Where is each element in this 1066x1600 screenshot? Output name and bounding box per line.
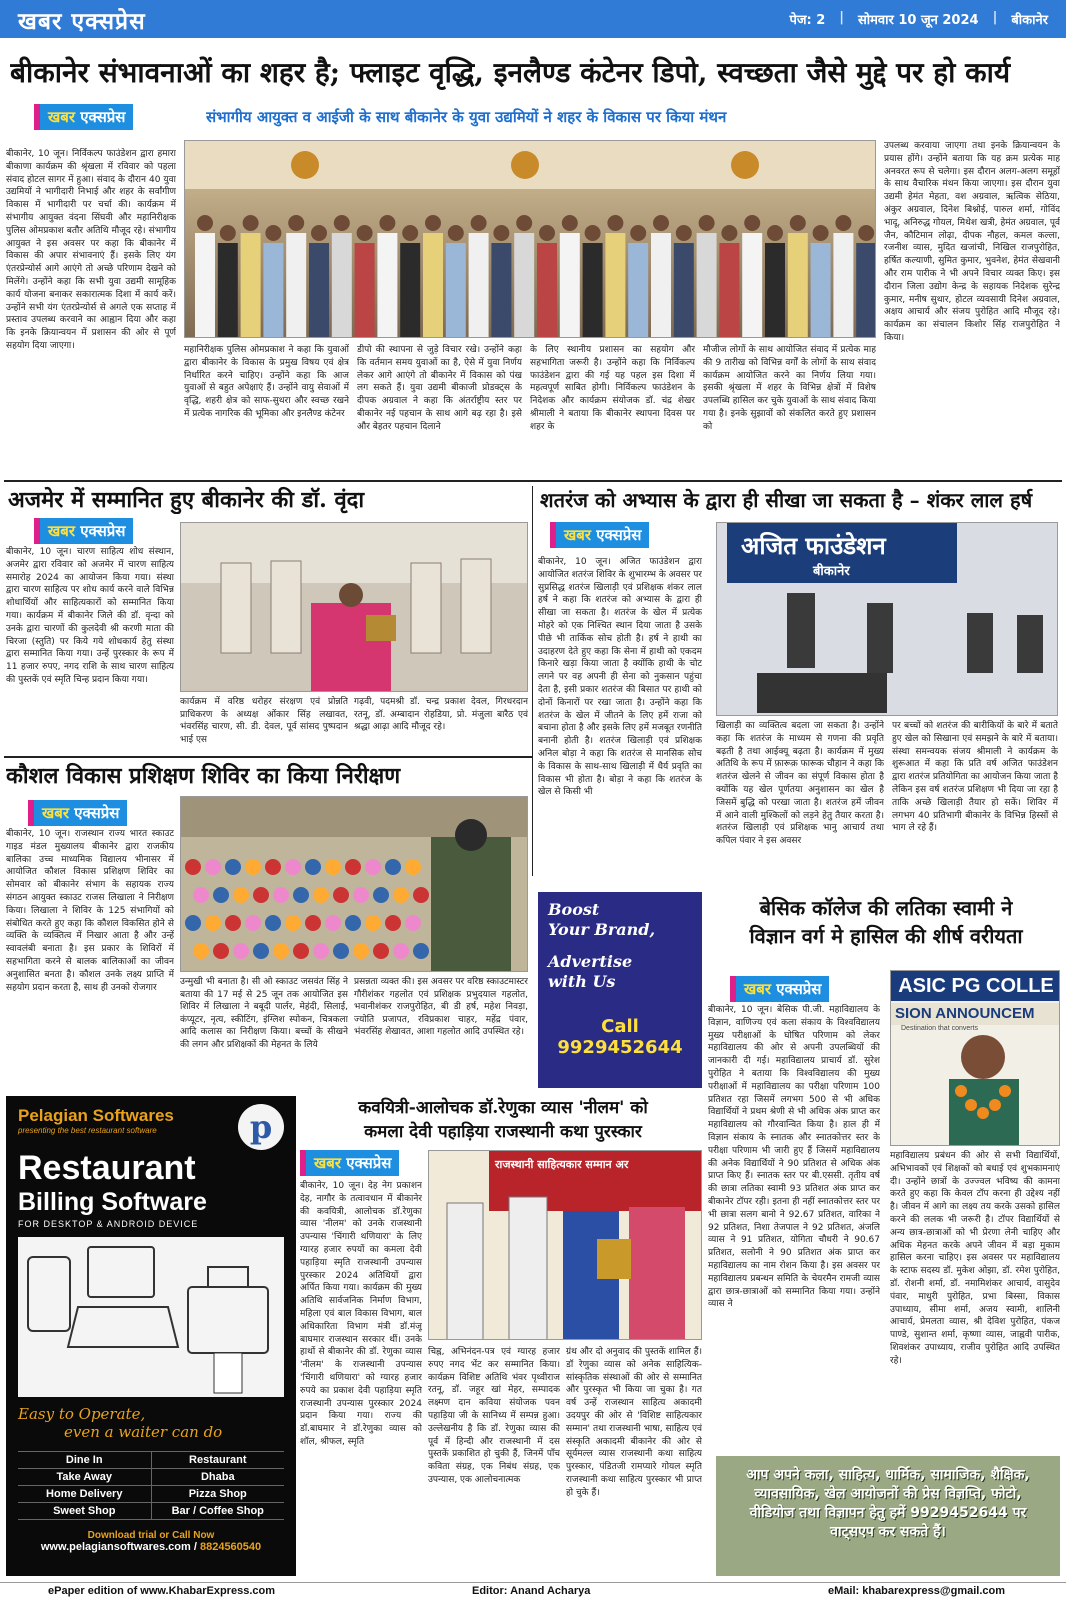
section-divider — [4, 756, 532, 758]
crowd-head — [721, 225, 737, 241]
section-divider — [4, 480, 1062, 482]
crowd-head — [448, 225, 464, 241]
story1-bottom-column-3: के लिए स्थानीय प्रशासन का सहयोग और सहभागिता जरूरी है। उन्होंने कहा कि निर्विकल्प फाउंडेशन द्वारा की गई यह पहल इस दिशा में महत्वपूर्ण साबित होगी। निर्विकल्प फाउंडेशन के निदेशक और कार्यक्रम संयोजक डॉ. चंद्र शेखर श्रीमाली ने बताया कि बीकानेर स्थापना दिवस पर शहर के — [530, 345, 695, 432]
story2-caption-1: कार्यक्रम में वरिष्ठ धरोहर संरक्षण एवं प्रोन्नति प्राधिकरण के अध्यक्ष ओंकार सिंह लखावत, भंवरसिंह चारण, सी. डी. देवल, पूर्व सांसद पुष्पदान भाई एस — [180, 697, 348, 745]
ad-phone-number[interactable]: 8824560540 — [199, 1541, 262, 1553]
crowd-head — [334, 215, 350, 231]
crowd-head — [630, 225, 646, 241]
press-release-ad: आप अपने कला, साहित्य, धार्मिक, सामाजिक, शैक्षिक, व्यावसायिक, खेल आयोजनों की प्रेस विज्ञप्ति, फोटो, वीडियोज तथा विज्ञापन हेतु हमें 9929452644 पर वाट्सएप कर सकते हैं। — [716, 1456, 1060, 1576]
ad-contact: www.pelagiansoftwares.com / 8824560540 — [40, 1541, 262, 1553]
chess-banner-sub: बीकानेर — [813, 564, 850, 579]
story3-headline: शतरंज को अभ्यास के द्वारा ही सीखा जा सकता है – शंकर लाल हर्ष — [540, 488, 1033, 512]
student-figure — [405, 859, 421, 875]
student-figure — [413, 887, 429, 903]
crowd-head — [288, 215, 304, 231]
student-figure — [245, 859, 261, 875]
crowd-head — [311, 225, 327, 241]
crowd-figure — [377, 233, 397, 338]
ad-feature-cell: Dhaba — [200, 1471, 235, 1483]
story1-source-badge: खबर एक्सप्रेस — [34, 104, 133, 130]
ad-feature-cell: Pizza Shop — [188, 1488, 247, 1500]
ad-platform: FOR DESKTOP & ANDROID DEVICE — [18, 1219, 199, 1229]
story1-headline: बीकानेर संभावनाओं का शहर है; फ्लाइट वृद्धि, इनलैण्ड कंटेनर डिपो, स्वच्छता जैसे मुद्दे पर हो कार्य — [10, 56, 1011, 89]
crowd-figure — [833, 233, 853, 338]
student-figure — [253, 887, 269, 903]
college-banner-sub: SION ANNOUNCEM — [895, 1005, 1035, 1022]
student-figure — [205, 859, 221, 875]
crowd-head — [493, 225, 509, 241]
story4-camp-photo — [180, 796, 528, 972]
student-figure — [393, 887, 409, 903]
student-figure — [385, 859, 401, 875]
student-figure — [273, 943, 289, 959]
ad-feature-row — [18, 1469, 284, 1486]
crowd-figure — [719, 243, 739, 338]
ad-feature-cell: Take Away — [18, 1469, 152, 1485]
crowd-head — [402, 225, 418, 241]
story4-headline: कौशल विकास प्रशिक्षण शिविर का किया निरीक्षण — [6, 763, 401, 789]
student-figure — [185, 915, 201, 931]
student-figure — [273, 887, 289, 903]
student-figure — [365, 915, 381, 931]
story3-chess-photo — [716, 522, 1058, 716]
story3-source-badge: खबर एक्सप्रेस — [550, 522, 649, 548]
ad-brand: Pelagian Softwares — [18, 1106, 174, 1125]
student-figure — [265, 915, 281, 931]
edition-city: बीकानेर — [1011, 13, 1048, 28]
student-figure — [385, 915, 401, 931]
crowd-figure — [469, 233, 489, 338]
crowd-head — [265, 225, 281, 241]
crowd-head — [835, 215, 851, 231]
ad-feature-row — [18, 1503, 284, 1520]
story3-column-1: बीकानेर, 10 जून। अजित फाउंडेशन द्वारा आयोजित शतरंज शिविर के शुभारम्भ के अवसर पर सुप्रसिद्ध शतरंज खिलाड़ी एवं प्रशिक्षक शंकर लाल हर्ष ने कहा कि शतरंज को अभ्यास के द्वारा ही सीखा जा सकता है। शतरंज के खेल में प्रत्येक मोहरे को एक निश्चित स्थान दिया जाता है उसके पीछे भी तार्किक सोच होती है। हर्ष ने हाथी का उदाहरण देते हुए कहा कि सेना में हाथी को एकदम किनारे खड़ा किया जाता है क्योंकि हाथी के चोट लगने पर वह अपनी ही सेना को नुकसान पहुंचा देता है, इसी प्रकार शतरंज की बिसात पर हाथी को दोनों किनारों पर रखा जाता है। उन्होंने कहा कि शतरंज के खेल में जीतने के लिए हमें राजा को बचाना होता है और इसके लिए हमें मजबूत रणनीति बनानी होती है। शतरंज खिलाड़ी एवं प्रशिक्षक अनिल बोड़ा ने कहा कि शतरंज से मानसिक सोच के विकास के साथ-साथ खिलाड़ी में धैर्य प्रवृति का विकास भी होता है। बोड़ा ने कहा कि शतरंज के खेल से किसी भी — [538, 557, 702, 798]
student-figure — [405, 915, 421, 931]
ad-line-3: Advertise — [548, 952, 633, 971]
ad-call-label: Call — [601, 1016, 639, 1037]
story5-headline-line-2: विज्ञान वर्ग मे हासिल की शीर्ष वरीयता — [749, 924, 1023, 948]
crowd-head — [676, 225, 692, 241]
student-figure — [373, 943, 389, 959]
footer-editor: Editor: Anand Acharya — [472, 1585, 591, 1597]
ad-feature-cell: Bar / Coffee Shop — [171, 1505, 264, 1517]
student-figure — [233, 943, 249, 959]
student-figure — [225, 915, 241, 931]
crowd-figure — [263, 243, 283, 338]
crowd-head — [539, 225, 555, 241]
crowd-figure — [218, 243, 238, 338]
story6-award-photo — [428, 1150, 702, 1340]
crowd-figure — [674, 243, 694, 338]
crowd-figure — [537, 243, 557, 338]
crowd-figure — [697, 233, 717, 338]
student-figure — [213, 887, 229, 903]
student-figure — [313, 887, 329, 903]
story1-group-photo — [184, 140, 876, 338]
crowd-figure — [491, 243, 511, 338]
story1-bottom-column-4: मौजीज लोगों के साथ आयोजित संवाद में प्रत्येक माह की 9 तारीख को विभिन्न वर्गों के लोगों के साथ संवाद कार्यक्रम आयोजित करने का निर्णय लिया गया। इसकी श्रृंखला में शहर के विभिन्न क्षेत्रों में विशेष उपलब्धि हासिल कर चुके युवाओं के साथ संवाद किया गया है। इनके सुझावों को संकलित करते हुए प्रशासन को — [703, 345, 876, 432]
masthead-logo: खबर एक्सप्रेस — [18, 9, 146, 35]
student-figure — [205, 915, 221, 931]
crowd-figure — [605, 233, 625, 338]
crowd-figure — [765, 243, 785, 338]
story6-column-1: बीकानेर, 10 जून। देह नेग प्रकाशन देह, नागौर के तत्वावधान में बीकानेर की कवयित्री, आलोचक डॉ.रेणुका व्यास 'नीलम' को उनके राजस्थानी उपन्यास 'चिंगारी थणियारा' के लिए ग्यारह हजार रुपयों का कमला देवी पहाड़िया स्मृति राजस्थानी उपन्यास पुरस्कार 2024 अतिथियों द्वारा अर्पित किया गया। कार्यक्रम की मुख्य अतिथि सार्वजनिक निर्माण विभाग, महिला एवं बाल विकास विभाग, बाल अधिकारिता विभाग मंत्री डॉ.मंजू बाघमार राजस्थान सरकार थीं। उनके हाथों से बीकानेर की डॉ. रेणुका व्यास 'नीलम' के राजस्थानी उपन्यास 'चिंगारी थणियारा' को ग्यारह हजार रुपये का प्रकाश देवी पहाड़िया स्मृति राजस्थानी उपन्यास पुरस्कार 2024 प्रदान किया गया। राज्य की डॉ.बाघमार ने डॉ.रेणुका व्यास को शॉल, श्रीफल, स्मृति — [300, 1181, 422, 1447]
student-figure — [285, 915, 301, 931]
story2-award-photo — [180, 522, 528, 692]
ad-feature-row — [18, 1452, 284, 1469]
masthead-meta: पेज: 2 | सोमवार 10 जून 2024 | बीकानेर — [789, 10, 1048, 28]
student-figure — [213, 943, 229, 959]
story1-subhead: संभागीय आयुक्त व आईजी के साथ बीकानेर के युवा उद्यमियों ने शहर के विकास पर किया मंथन — [206, 108, 727, 126]
story1-bottom-column-1: महानिरीक्षक पुलिस ओमप्रकाश ने कहा कि युवाओं द्वारा बीकानेर के विकास के प्रमुख विषय एवं क्षेत्र निर्धारित करने चाहिए। उन्होंने कहा कि आज युवाओं से बहुत अपेक्षाएं हैं। उन्होंने वायु सेवाओं में वृद्धि, शहरी क्षेत्र को साफ-सुथरा और स्वच्छ रखने में प्रत्येक नागरिक की भूमिका और इनलैण्ड कंटेनर — [184, 345, 349, 419]
crowd-head — [744, 215, 760, 231]
story1-right-column: उपलब्ध करवाया जाएगा तथा इनके क्रियान्वयन के प्रयास होंगे। उन्होंने बताया कि यह क्रम प्रत्येक माह अनवरत रूप से चलेगा। इस दौरान अलग-अलग समूहों के साथ वैचारिक मंथन किया जाएगा। इस दौरान युवा उद्यमी हेमंत मेहता, वश अग्रवाल, ऋत्विक सेठिया, अंकुर अग्रवाल, दिनेश बिश्नोई, पारुल शर्मा, गोविंद भादू, अनिरुद्ध गोयल, मिथेश खत्री, हेमंत अग्रवाल, पूर्व जैन, कौटिमान लोढ़ा, दीपक नौहल, कमल कल्ला, रजनीश व्यास, मुदित खजांची, निखिल राजपुरोहित, हर्षित कल्याणी, सुमित कुमार, भुवनेश, हेमंत सेखवानी और राम पारीक ने भी अपने विचार व्यक्त किए। इस दौरान जिला उद्योग केन्द्र के सहायक निदेशक सुरेन्द्र कुमार, मनीष सुथार, होटल व्यवसायी दिनेश अग्रवाल, अक्षय आचार्य और संजय पुरोहित आदि मौजूद रहे। कार्यक्रम का संचालन किशोर सिंह राजपुरोहित ने किया। — [884, 141, 1060, 343]
ad-line-1: Boost — [548, 900, 600, 919]
student-figure — [265, 859, 281, 875]
crowd-head — [653, 215, 669, 231]
page-number: पेज: 2 — [789, 13, 826, 28]
story6-source-badge: खबर एक्सप्रेस — [300, 1150, 399, 1176]
college-banner-tag: Destination that converts — [901, 1025, 979, 1032]
crowd-figure — [514, 233, 534, 338]
ad-line-2: Your Brand, — [548, 920, 656, 939]
crowd-figure — [628, 243, 648, 338]
student-figure — [253, 943, 269, 959]
story5-student-photo — [890, 970, 1060, 1146]
student-figure — [193, 887, 209, 903]
story3-column-3: पर बच्चों को शतरंज की बारीकियों के बारे में बताते हुए खेल को सिखाना एवं समझने के बारे में बताया। संस्था समन्वयक संजय श्रीमाली ने कार्यक्रम के शुरूआत में कहा कि प्रति वर्ष अजित फाउंडेशन द्वारा शतरंज प्रतियोगिता का आयोजन किया जाता है लेकिन इस वर्ष शतरंज प्रशिक्षण भी दिया जा रहा है ताकि अच्छे खिलाड़ी तैयार हो सकें। शिविर में लगभग 40 प्रतिभागी बीकानेर के विभिन्न हिस्सों से भाग ले रहे हैं। — [892, 721, 1058, 834]
crowd-head — [767, 225, 783, 241]
story6-headline-line-2: कमला देवी पहाड़िया राजस्थानी कथा पुरस्कार — [364, 1122, 642, 1142]
student-figure — [365, 859, 381, 875]
crowd-head — [790, 215, 806, 231]
student-figure — [413, 943, 429, 959]
story6-headline-line-1: कवयित्री-आलोचक डॉ.रेणुका व्यास 'नीलम' को — [358, 1098, 648, 1118]
student-figure — [353, 887, 369, 903]
footer-email[interactable]: eMail: khabarexpress@gmail.com — [828, 1585, 1006, 1597]
ad-download: Download trial or Call Now — [87, 1530, 215, 1541]
story2-caption-2: गढ़वी, पदमश्री डॉ. चन्द्र प्रकाश देवल, गिरधरदान रतनू, डॉ. अम्बादान रोहडिया, प्रो. मंजुला बारैठ एवं श्रद्धा आढ़ा आदि मौजूद रहे। — [354, 697, 528, 732]
story3-column-2: खिलाड़ी का व्यक्तित्व बदला जा सकता है। उन्होंने कहा कि शतरंज के माध्यम से गणना की प्रवृति बढ़ती है तथा आईक्यू बढ़ता है। कार्यक्रम में मुख्य अतिथि के रूप में फ़ारूक़ फारूक चौहान ने कहा कि शतरंज खेलने से जीवन का संपूर्ण विकास होता है क्योंकि यह खेल पूर्णतया अनुशासन का खेल है जिसमें बुद्धि को परखा जाता है। शतरंज हमें जीवन में आने वाली मुश्किलों को लड़ने हेतु तैयार करता है। शतरंज खिलाड़ी एवं प्रशिक्षक भानु आचार्य तथा कपिल पंवार ने इस अवसर — [716, 721, 884, 847]
crowd-head — [197, 215, 213, 231]
crowd-head — [585, 225, 601, 241]
story5-column-2: महाविद्यालय प्रबंधन की ओर से सभी विद्यार्थियों, अभिभावकों एवं शिक्षकों को बधाई एवं शुभकामनाएं दी। उन्होंने छात्रों के उज्ज्वल भविष्य की कामना करते हुए कहा कि केवल टॉप करना ही उद्देश्य नहीं है। जीवन में आगे का लक्ष्य तय करके उसको हासिल करने की ललक भी जरूरी है। टॉपर विद्यार्थियों से अन्य छात्र-छात्राओं को भी प्रेरणा लेनी चाहिए और अधिक मेहनत करके अपने जीवन में बड़ा मुकाम हासिल करना चाहिए। इस अवसर पर महाविद्यालय के स्टाफ सदस्य डॉ. मुकेश ओझा, डॉ. रमेश पुरोहित, डॉ. रोशनी शर्मा, डॉ. नमामिशंकर आचार्य, वासुदेव पंवार, माधुरी पुरोहित, प्रभा बिस्सा, विकास उपाध्याय, सीमा शर्मा, अजय स्वामी, शालिनी आचार्य, प्रेमलता व्यास, श्री देविश पुरोहित, पंकज पाण्डे, सुशान्त शर्मा, कृष्णा व्यास, जाह्नवी पारीक, शिवशंकर उपाध्याय, राजीव पुरोहित आदि उपस्थित रहे। — [890, 1151, 1060, 1366]
student-figure — [293, 943, 309, 959]
crowd-figure — [400, 243, 420, 338]
student-figure — [333, 887, 349, 903]
student-figure — [245, 915, 261, 931]
crowd-figure — [651, 233, 671, 338]
ad-title-1: Restaurant — [18, 1149, 196, 1187]
story5-headline-line-1: बेसिक कॉलेज की लतिका स्वामी ने — [759, 896, 1013, 920]
story4-caption-1: उन्मुखी भी बनाता है। सी ओ स्काउट जसवंत सिंह ने बताया की 17 मई से 25 जून तक आयोजित इस शिविर में लिखाला ने बबूदी पार्लर, मेहंदी, सिलाई, कंप्यूटर, नृत्य, स्कीटिंग, इंग्लिश स्पोकन, चित्रकला आदि कलास का निरीक्षण किया। बच्चों के सीखने की लगन और प्रशिक्षकों की मेहनत के लिये — [180, 977, 348, 1050]
crowd-figure — [423, 233, 443, 338]
ad-feature-cell: Dine In — [18, 1452, 152, 1468]
crowd-figure — [742, 233, 762, 338]
footer — [0, 1582, 1066, 1600]
story5-column-1: बीकानेर, 10 जून। बेसिक पी.जी. महाविद्यालय के विज्ञान, वाणिज्य एवं कला संकाय के विश्वविद्यालय मुख्य परीक्षाओं के घोषित परिणाम को लेकर महाविद्यालय की ओर से अपनी उपलब्धियों की जानकारी दी गई। महाविद्यालय प्राचार्य डॉ. सुरेश पुरोहित ने बताया कि विश्वविद्यालय की मुख्य परीक्षाओं में महाविद्यालय का परीक्षा परिणाम 100 प्रतिशत रहा जिसमें लगभग 500 से भी अधिक विद्यार्थियों ने प्रथम श्रेणी से भी अधिक अंक प्राप्त कर महाविद्यालय को गौरवान्वित किया है। हाल ही में विज्ञान संकाय के स्नातक और स्नातकोत्तर स्तर के परीक्षा परिणाम भी जारी हुए हैं जिसमें महाविद्यालय की अनेक विद्यार्थियों ने 90 प्रतिशत से अधिक अंक प्राप्त किए हैं। स्नातक स्तर पर बी.एससी. तृतीय वर्ष की छात्रा लतिका स्वामी 93 प्रतिशत अंक प्राप्त कर बीकानेर टॉपर रही। इतना ही नहीं स्नातकोत्तर स्तर पर भी छात्रा सलग बानो ने 92.67 प्रतिशत, वारिका ने 92 प्रतिशत, निशा तेजपाल ने 92 प्रतिशत, अंजलि व्यास ने 91 प्रतिशत, योगिता चौधरी ने 90.67 प्रतिशत, सलोनी ने 90 प्रतिशत अंक प्राप्त कर महाविद्यालय का नाम रोशन किया है। इस अवसर पर महाविद्यालय प्रबन्धन समिति के चेयरमैन रामजी व्यास द्वारा छात्र-छात्राओं को सम्मानित किया गया। उन्होंने व्यास ने — [708, 1005, 880, 1310]
story1-left-column: बीकानेर, 10 जून। निर्विकल्प फाउंडेशन द्वारा हमारा बीकाणा कार्यक्रम की श्रृंखला में रविवार को पहला संवाद होटल सागर में हुआ। संवाद के दौरान 40 युवा उद्यमियों ने भागीदारी निभाई और शहर के सर्वांगीण विकास में भागीदारी पर चर्चा की। कार्यक्रम में संभागीय आयुक्त वंदना सिंघवी और महानिरीक्षक पुलिस ओमप्रकाश बतौर अतिथि मौजूद रहे। संभागीय आयुक्त ने इस अवसर पर कहा कि बीकानेर में विकास की अपार संभावनाएं हैं। इसके लिए यंग एंतरप्रेन्योर्स आगे आएंगे तो अच्छे परिणाम देखने को मिलेंगे। उन्होंने कहा कि सभी युवा उद्यमी सामूहिक कार्य योजना बनाकर सकारात्मक दिशा में कार्य करें। उन्होंने सभी यंग एंतरप्रेन्योर्स से अगले एक सप्ताह में प्रस्ताव उपलब्ध करवाने का आह्वान दिया और कहा कि इनके क्रियान्वयन में प्रशासन की ओर से पूर्ण सहयोग दिया जाएगा। — [6, 149, 176, 351]
advertise-ad[interactable] — [538, 892, 702, 1088]
story2-headline: अजमेर में सम्मानित हुए बीकानेर की डॉ. वृंदा — [8, 487, 365, 513]
crowd-head — [357, 225, 373, 241]
ad-feature-table — [18, 1451, 284, 1520]
crowd-figure — [309, 243, 329, 338]
student-figure — [325, 859, 341, 875]
crowd-figure — [332, 233, 352, 338]
ad-feature-row — [18, 1486, 284, 1503]
ad-feature-cell: Sweet Shop — [18, 1503, 152, 1519]
student-figure — [325, 915, 341, 931]
story1-bottom-column-2: डीपो की स्थापना से जुड़े विचार रखे। उन्होंने कहा कि वर्तमान समय युवाओं का है, ऐसे में युवा निर्णय लेकर आगे आएंगे तो बीकानेर में विकास को पंख लग सकते हैं। युवा उद्यमी बीकाजी प्रोडक्ट्स के दीपक अग्रवाल ने कहा कि अंतर्राष्ट्रीय स्तर पर बीकानेर नई पहचान के साथ आगे बढ़ रहा है। इसे और बेहतर पहचान दिलाने — [357, 345, 522, 432]
masthead — [0, 0, 1066, 38]
crowd-figure — [583, 243, 603, 338]
ad-line-4: with Us — [548, 972, 616, 991]
story4-body: बीकानेर, 10 जून। राजस्थान राज्य भारत स्काउट गाइड मंडल मुख्यालय बीकानेर द्वारा राजकीय बालिका उच्च माध्यमिक विद्यालय भीनासर में आयोजित कौशल विकास प्रशिक्षण शिविर का सोमवार को बीकानेर संभाग के सहायक राज्य संगठन आयुक्त स्काउट राजस लिखाला ने निरीक्षण किया। लिखाला ने शिविर के 125 संभागियों को संबोधित करते हुए कहा कि कौशल विकसित होने से व्यक्ति के व्यक्तित्व में निखार आता है और उन्हें स्वावलंबी बनाता है। इस प्रकार के शिविरों में सहभागिता करने से बालक बालिकाओं का जीवन अनुशासित बनता है। कौशल उनके लक्ष्य प्राप्ति में सहयोग प्रदान करता है, साथ ही उनको रोजगार — [6, 829, 174, 993]
crowd-head — [813, 225, 829, 241]
story2-source-badge: खबर एक्सप्रेस — [34, 518, 133, 544]
student-figure — [333, 943, 349, 959]
crowd-head — [425, 215, 441, 231]
pelagian-logo-icon: p — [238, 1104, 284, 1150]
column-divider — [532, 486, 533, 876]
crowd-figure — [355, 243, 375, 338]
story6-column-3: ग्रंथ और दो अनुवाद की पुस्तकें शामिल हैं। डॉ रेणुका व्यास को अनेक साहित्यिक- सांस्कृतिक संस्थाओं की ओर से सम्मानित और पुरस्कृत भी किया जा चुका है। गत वर्ष उन्हें राजस्थान साहित्य अकादमी उदयपुर की ओर से 'विशिष्ट साहित्यकार सम्मान' तथा राजस्थानी भाषा, साहित्य एवं संस्कृति अकादमी बीकानेर की ओर से सूर्यमल्ल व्यास राजस्थानी कथा साहित्य पुरस्कार, पंडितजी रामप्यारे गोयल स्मृति राजस्थानी कथा साहित्य पुरस्कार भी प्राप्त हो चुके हैं। — [566, 1347, 702, 1498]
student-figure — [345, 915, 361, 931]
crowd-figure — [286, 233, 306, 338]
ad-title-2: Billing Software — [18, 1188, 207, 1216]
story4-source-badge: खबर एक्सप्रेस — [28, 800, 127, 826]
student-figure — [185, 859, 201, 875]
crowd-head — [858, 225, 874, 241]
student-figure — [373, 887, 389, 903]
crowd-head — [379, 215, 395, 231]
footer-epaper-link[interactable]: ePaper edition of www.KhabarExpress.com — [48, 1585, 275, 1597]
student-figure — [305, 915, 321, 931]
student-figure — [393, 943, 409, 959]
story2-body: बीकानेर, 10 जून। चारण साहित्य शोध संस्थान, अजमेर द्वारा रविवार को अजमेर में चारण साहित्य समारोह 2024 का आयोजन किया गया। संस्था द्वारा चारण साहित्य पर शोध कार्य करने वाले विभिन्न शोधार्थियों और साहित्यकारों को सम्मानित किया गया। कार्यक्रम में बीकानेर जिले की डॉ. वृन्दा को उनके द्वारा चारणों की कुलदेवी श्री करणी माता की चिरजा (स्तुति) पर किये गये शोधकार्य हेतु संस्था द्वारा सम्मानित किया गया। उन्हें पुरस्कार के रूप में 11 हजार रुपए, नगद राशि के साथ चारण साहित्य की पुस्तकें एवं स्मृति चिन्ह प्रदान किया गया। — [6, 547, 174, 685]
ad-device-illustration — [18, 1237, 284, 1397]
crowd-head — [607, 215, 623, 231]
ad-site-link[interactable]: www.pelagiansoftwares.com — [40, 1541, 191, 1553]
ad-feature-cell: Home Delivery — [18, 1486, 152, 1502]
crowd-figure — [446, 243, 466, 338]
student-figure — [233, 887, 249, 903]
student-figure — [313, 943, 329, 959]
crowd-figure — [195, 233, 215, 338]
issue-date: सोमवार 10 जून 2024 — [858, 13, 979, 28]
story6-column-2: चिह्न, अभिनंदन-पत्र एवं ग्यारह हजार रुपए नगद भेंट कर सम्मानित किया। कार्यक्रम विशिष्ट अतिथि भंवर पृथ्वीराज रतनू, डॉ. जहूर खां मेहर, सम्पादक लक्ष्मण दान कविया संयोजक पवन पहाड़िया जी के सानिध्य में सम्पन्न हुआ। उल्लेखनीय है कि डॉ. रेणुका व्यास की पूर्व में हिन्दी और राजस्थानी में दस पुस्तकें प्रकाशित हो चुकी हैं, जिनमें पाँच कविता संग्रह, एक निबंध संग्रह, एक उपन्यास, एक आलोचनात्मक — [428, 1347, 560, 1485]
story6-banner: राजस्थानी साहित्यकार सम्मान अर — [495, 1158, 629, 1171]
ad-feature-cell: Restaurant — [189, 1454, 247, 1466]
student-figure — [193, 943, 209, 959]
crowd-head — [699, 215, 715, 231]
crowd-head — [516, 215, 532, 231]
crowd-figure — [811, 243, 831, 338]
ad-phone[interactable]: 9929452644 — [557, 1037, 683, 1058]
story5-source-badge: खबर एक्सप्रेस — [730, 976, 829, 1002]
college-banner: ASIC PG COLLE — [898, 975, 1054, 997]
crowd-head — [243, 215, 259, 231]
crowd-head — [471, 215, 487, 231]
crowd-figure — [788, 233, 808, 338]
crowd-figure — [241, 233, 261, 338]
student-figure — [353, 943, 369, 959]
crowd-figure — [856, 243, 876, 338]
chess-banner-text: अजित फाउंडेशन — [741, 532, 886, 560]
student-figure — [285, 859, 301, 875]
ad-slogan-2: even a waiter can do — [64, 1423, 223, 1441]
ad-slogan-1: Easy to Operate, — [18, 1405, 146, 1423]
story5-headline — [708, 894, 1064, 950]
student-figure — [293, 887, 309, 903]
story6-headline — [304, 1096, 702, 1144]
crowd-figure — [560, 233, 580, 338]
student-figure — [225, 859, 241, 875]
story4-caption-2: प्रसन्नता व्यक्त की। इस अवसर पर वरिष्ठ स्काउटमास्टर गौरीशंकर गहलोत एवं प्रशिक्षक प्रभुदयाल गहलोत, भवानीशंकर राजपुरोहित, बी डी हर्ष, महेश निवड़ा, ज्योति प्रजापत, रविप्रकाश चाहर, महेंद्र पंवार, भंवरसिंह शेखावत, आशा गहलोत आदि उपस्थित रहे। — [354, 977, 528, 1037]
student-figure — [305, 859, 321, 875]
crowd-head — [220, 225, 236, 241]
crowd-head — [562, 215, 578, 231]
ad-tagline: presenting the best restaurant software — [18, 1126, 157, 1135]
pelagian-software-ad[interactable] — [6, 1096, 296, 1576]
student-figure — [345, 859, 361, 875]
